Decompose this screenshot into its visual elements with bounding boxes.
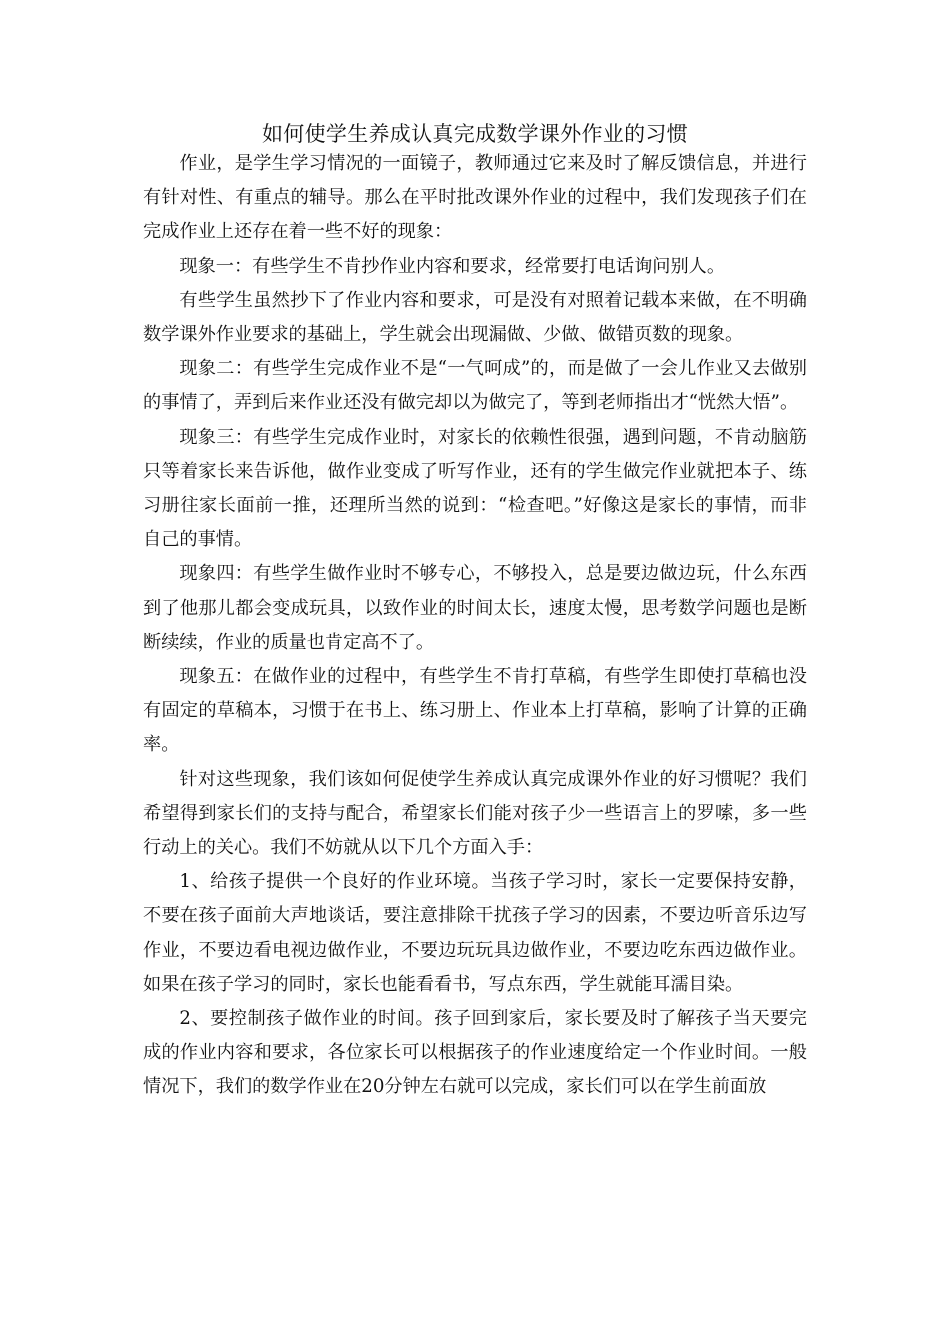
document-title: 如何使学生养成认真完成数学课外作业的习惯 — [262, 122, 688, 146]
paragraph-phenomenon-2: 现象二：有些学生完成作业不是“一气呵成”的，而是做了一会儿作业又去做别的事情了，弄到后来作业还没有做完却以为做完了，等到老师指出才“恍然大悟”。 — [143, 358, 807, 414]
paragraph-phenomenon-3: 现象三：有些学生完成作业时，对家长的依赖性很强，遇到问题，不肯动脑筋只等着家长来告诉他，做作业变成了听写作业，还有的学生做完作业就把本子、练习册往家长面前一推，还理所当然的说到：“检查吧。”好像这是家长的事情，而非自己的事情。 — [143, 426, 807, 551]
paragraph-phenomenon-4: 现象四：有些学生做作业时不够专心，不够投入，总是要边做边玩，什么东西到了他那儿都会变成玩具，以致作业的时间太长，速度太慢，思考数学问题也是断断续续，作业的质量也肯定高不了。 — [143, 563, 807, 653]
paragraph-tip-2: 2、要控制孩子做作业的时间。孩子回到家后，家长要及时了解孩子当天要完成的作业内容和要求，各位家长可以根据孩子的作业速度给定一个作业时间。一般情况下，我们的数学作业在20分钟左右就可以完成，家长们可以在学生前面放 — [143, 1008, 807, 1098]
paragraph-phenomenon-1-detail: 有些学生虽然抄下了作业内容和要求，可是没有对照着记载本来做，在不明确数学课外作业要求的基础上，学生就会出现漏做、少做、做错页数的现象。 — [143, 289, 807, 346]
paragraph-intro: 作业，是学生学习情况的一面镜子，教师通过它来及时了解反馈信息，并进行有针对性、有重点的辅导。那么在平时批改课外作业的过程中，我们发现孩子们在完成作业上还存在着一些不好的现象： — [143, 153, 807, 243]
paragraph-phenomenon-5: 现象五：在做作业的过程中，有些学生不肯打草稿，有些学生即使打草稿也没有固定的草稿本，习惯于在书上、练习册上、作业本上打草稿，影响了计算的正确率。 — [143, 666, 807, 756]
document-body — [143, 147, 807, 1105]
paragraph-phenomenon-1: 现象一：有些学生不肯抄作业内容和要求，经常要打电话询问别人。 — [179, 255, 726, 277]
paragraph-approach: 针对这些现象，我们该如何促使学生养成认真完成课外作业的好习惯呢？我们希望得到家长们的支持与配合，希望家长们能对孩子少一些语言上的罗嗦，多一些行动上的关心。我们不妨就从以下几个方面入手： — [143, 768, 807, 859]
paragraph-tip-1: 1、给孩子提供一个良好的作业环境。当孩子学习时，家长一定要保持安静，不要在孩子面前大声地谈话，要注意排除干扰孩子学习的因素，不要边听音乐边写作业，不要边看电视边做作业，不要边玩玩具边做作业，不要边吃东西边做作业。如果在孩子学习的同时，家长也能看看书，写点东西，学生就能耳濡目染。 — [143, 871, 807, 995]
